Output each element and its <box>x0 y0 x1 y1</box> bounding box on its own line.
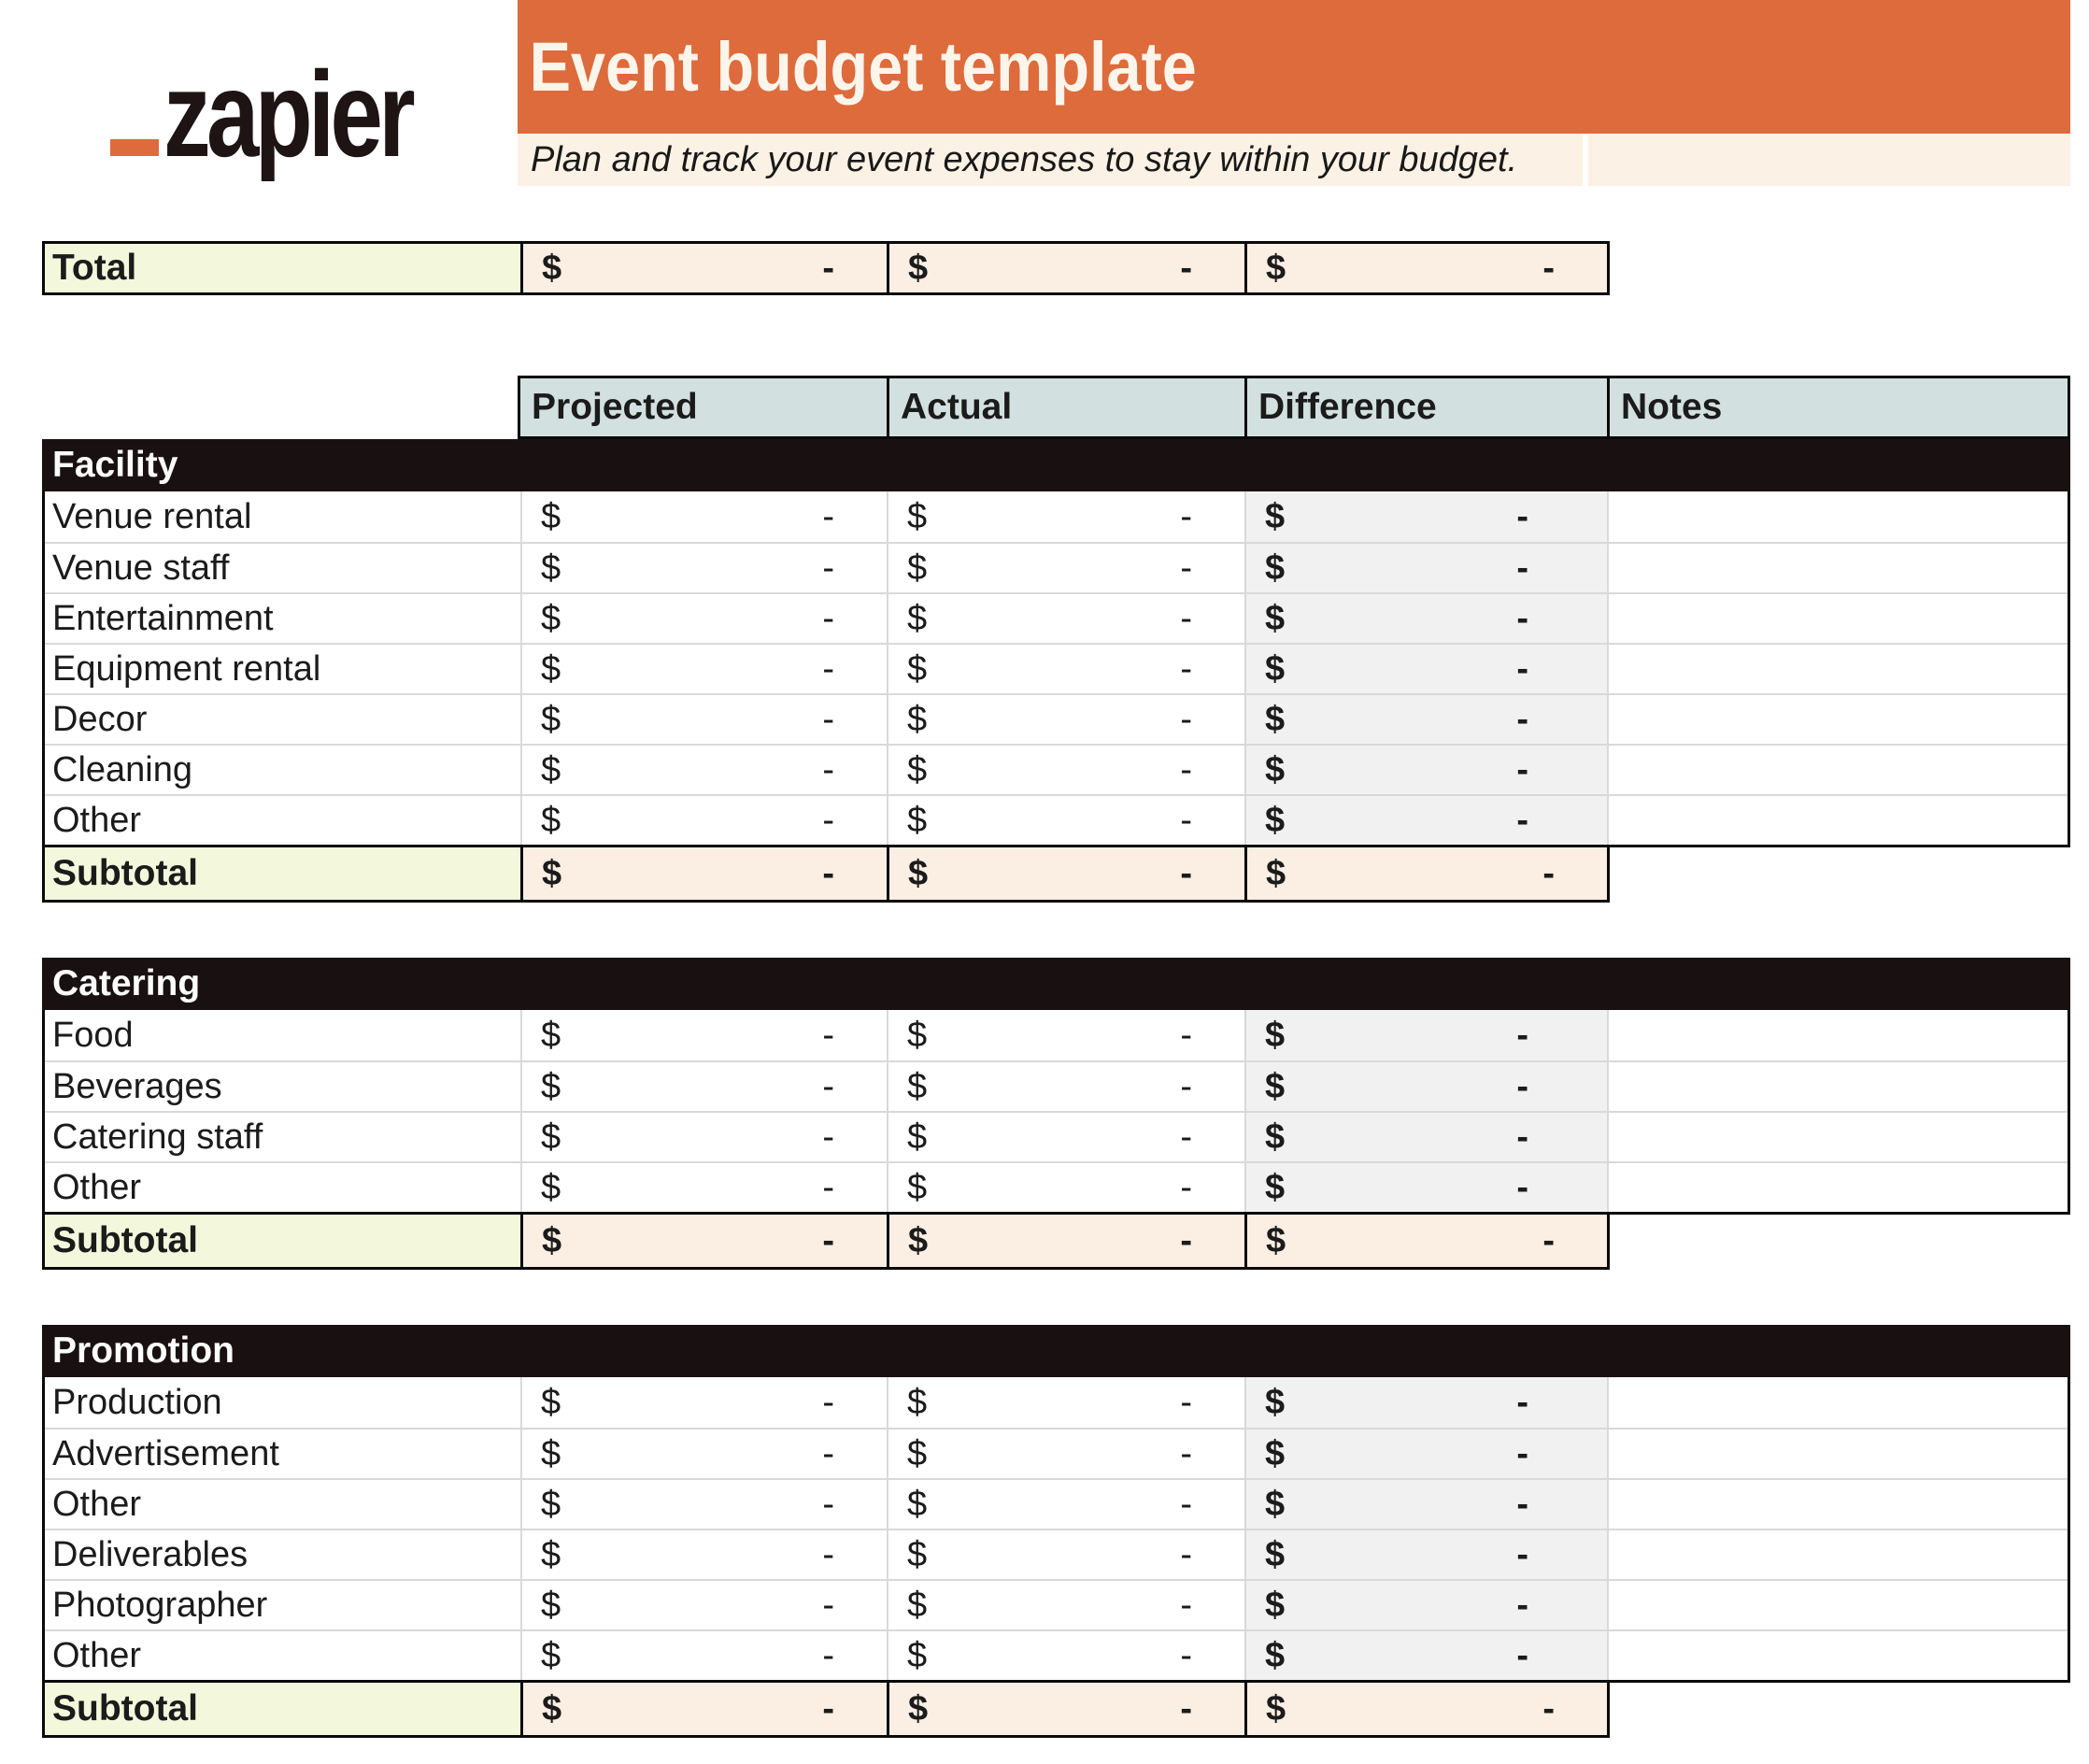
table-row <box>45 1010 2068 1060</box>
currency-symbol: $ <box>1265 598 1286 638</box>
row-label-cell[interactable] <box>45 746 520 794</box>
empty-amount: - <box>822 1433 834 1473</box>
empty-amount: - <box>1516 1066 1528 1106</box>
difference-amount-cell[interactable] <box>1244 746 1607 794</box>
budget-section <box>42 439 2070 903</box>
subtotal-row <box>42 847 1610 903</box>
empty-amount: - <box>1542 853 1555 893</box>
page-title: Event budget template <box>529 28 1197 106</box>
table-row <box>45 592 2068 643</box>
section-title: Promotion <box>52 1330 234 1371</box>
empty-amount: - <box>822 1167 834 1207</box>
currency-symbol: $ <box>1266 248 1286 288</box>
empty-amount: - <box>1180 1484 1192 1524</box>
subtotal-label: Subtotal <box>52 1688 198 1728</box>
row-label: Other <box>52 800 142 840</box>
table-row <box>45 1377 2068 1428</box>
empty-amount: - <box>822 1382 834 1422</box>
empty-amount: - <box>1180 1635 1192 1675</box>
currency-symbol: $ <box>541 699 561 739</box>
difference-amount-cell[interactable] <box>1244 796 1607 845</box>
empty-amount: - <box>822 548 834 588</box>
currency-symbol: $ <box>1265 1635 1286 1675</box>
empty-amount: - <box>1516 496 1528 536</box>
projected-amount-cell[interactable] <box>520 1480 887 1529</box>
logo-text: zapier <box>163 46 411 182</box>
projected-amount-cell[interactable] <box>520 544 887 592</box>
actual-amount-cell[interactable] <box>887 1163 1244 1212</box>
difference-amount-cell[interactable] <box>1244 1163 1607 1212</box>
subtotal-actual-cell[interactable] <box>887 1215 1244 1267</box>
empty-amount: - <box>1180 699 1192 739</box>
currency-symbol: $ <box>1265 1433 1286 1473</box>
difference-amount-cell[interactable] <box>1244 1113 1607 1161</box>
empty-amount: - <box>1180 800 1192 840</box>
section-title: Facility <box>52 445 178 485</box>
currency-symbol: $ <box>541 496 561 536</box>
projected-amount-cell[interactable] <box>520 1377 887 1428</box>
currency-symbol: $ <box>908 853 929 893</box>
currency-symbol: $ <box>907 1167 928 1207</box>
empty-amount: - <box>1516 800 1528 840</box>
empty-amount: - <box>822 853 834 893</box>
actual-amount-cell[interactable] <box>887 1377 1244 1428</box>
logo-underscore-icon <box>110 139 159 156</box>
empty-amount: - <box>1516 1585 1528 1625</box>
row-label-cell[interactable] <box>45 1377 520 1428</box>
row-label-cell[interactable] <box>45 1062 520 1111</box>
page-subtitle: Plan and track your event expenses to stay within your budget. <box>531 139 1518 179</box>
notes-cell[interactable] <box>1607 1430 2068 1478</box>
notes-cell[interactable] <box>1607 695 2068 744</box>
projected-amount-cell[interactable] <box>520 1062 887 1111</box>
notes-cell[interactable] <box>1607 491 2068 542</box>
currency-symbol: $ <box>907 800 928 840</box>
difference-amount-cell[interactable] <box>1244 491 1607 542</box>
empty-amount: - <box>822 800 834 840</box>
row-label: Decor <box>52 699 148 739</box>
budget-section <box>42 1325 2070 1738</box>
empty-amount: - <box>822 1484 834 1524</box>
projected-amount-cell[interactable] <box>520 594 887 643</box>
row-label: Equipment rental <box>52 648 321 689</box>
empty-amount: - <box>1180 1015 1192 1055</box>
empty-amount: - <box>822 248 834 288</box>
column-header-label: Notes <box>1621 387 1723 427</box>
total-label-cell[interactable] <box>45 244 520 292</box>
subtitle-cell-right <box>1588 134 2070 186</box>
subtotal-actual-cell[interactable] <box>887 847 1244 900</box>
subtotal-difference-cell[interactable] <box>1244 1683 1607 1735</box>
notes-cell[interactable] <box>1607 1163 2068 1212</box>
row-label-cell[interactable] <box>45 1631 520 1680</box>
empty-amount: - <box>1516 1433 1528 1473</box>
currency-symbol: $ <box>907 496 928 536</box>
total-projected-cell[interactable] <box>520 244 887 292</box>
empty-amount: - <box>822 1066 834 1106</box>
subtotal-difference-cell[interactable] <box>1244 1215 1607 1267</box>
column-header-difference[interactable] <box>1244 378 1607 436</box>
currency-symbol: $ <box>542 1220 562 1260</box>
row-label-cell[interactable] <box>45 1530 520 1579</box>
subtotal-projected-cell[interactable] <box>520 1215 887 1267</box>
column-header-label: Projected <box>532 387 698 427</box>
subtotal-label-cell[interactable] <box>45 1683 520 1735</box>
subtitle-cell <box>518 134 1583 186</box>
row-label: Production <box>52 1382 222 1422</box>
currency-symbol: $ <box>1265 1484 1286 1524</box>
column-header-actual[interactable] <box>887 378 1244 436</box>
currency-symbol: $ <box>541 1534 561 1574</box>
empty-amount: - <box>1180 496 1192 536</box>
projected-amount-cell[interactable] <box>520 746 887 794</box>
notes-cell[interactable] <box>1607 1480 2068 1529</box>
section-header-bar[interactable] <box>42 439 2070 491</box>
notes-cell[interactable] <box>1607 1631 2068 1680</box>
currency-symbol: $ <box>541 1484 561 1524</box>
currency-symbol: $ <box>542 248 562 288</box>
projected-amount-cell[interactable] <box>520 1113 887 1161</box>
empty-amount: - <box>1516 548 1528 588</box>
difference-amount-cell[interactable] <box>1244 1010 1607 1060</box>
subtotal-actual-cell[interactable] <box>887 1683 1244 1735</box>
table-row <box>45 491 2068 542</box>
currency-symbol: $ <box>541 548 561 588</box>
row-label: Food <box>52 1015 134 1055</box>
notes-cell[interactable] <box>1607 1581 2068 1629</box>
column-header-row <box>518 376 2070 439</box>
title-banner <box>518 0 2070 134</box>
empty-amount: - <box>1516 648 1528 689</box>
currency-symbol: $ <box>1265 1534 1286 1574</box>
difference-amount-cell[interactable] <box>1244 1377 1607 1428</box>
row-label-cell[interactable] <box>45 1010 520 1060</box>
row-label: Other <box>52 1484 142 1524</box>
currency-symbol: $ <box>1266 853 1286 893</box>
section-title: Catering <box>52 963 201 1003</box>
table-row <box>45 643 2068 693</box>
column-header-notes[interactable] <box>1607 378 2068 436</box>
row-label: Venue staff <box>52 548 230 588</box>
currency-symbol: $ <box>541 1066 561 1106</box>
notes-cell[interactable] <box>1607 645 2068 693</box>
empty-amount: - <box>1542 248 1555 288</box>
empty-amount: - <box>1180 1220 1192 1260</box>
row-label: Cleaning <box>52 749 192 790</box>
notes-cell[interactable] <box>1607 1062 2068 1111</box>
table-row <box>45 542 2068 592</box>
currency-symbol: $ <box>907 1635 928 1675</box>
empty-amount: - <box>1516 1635 1528 1675</box>
currency-symbol: $ <box>1265 648 1286 689</box>
table-row <box>45 1478 2068 1529</box>
empty-amount: - <box>822 749 834 790</box>
empty-amount: - <box>1516 1015 1528 1055</box>
column-header-label: Difference <box>1258 387 1437 427</box>
currency-symbol: $ <box>1266 1220 1286 1260</box>
empty-amount: - <box>822 1635 834 1675</box>
currency-symbol: $ <box>1265 800 1286 840</box>
row-label: Deliverables <box>52 1534 249 1574</box>
actual-amount-cell[interactable] <box>887 1062 1244 1111</box>
table-row <box>45 693 2068 744</box>
empty-amount: - <box>1180 248 1192 288</box>
empty-amount: - <box>1180 1585 1192 1625</box>
actual-amount-cell[interactable] <box>887 746 1244 794</box>
currency-symbol: $ <box>1265 1167 1286 1207</box>
currency-symbol: $ <box>1265 749 1286 790</box>
currency-symbol: $ <box>908 248 929 288</box>
empty-amount: - <box>1542 1688 1555 1728</box>
empty-amount: - <box>822 648 834 689</box>
currency-symbol: $ <box>541 1585 561 1625</box>
notes-cell[interactable] <box>1607 1010 2068 1060</box>
total-row <box>42 241 1610 295</box>
subtotal-label: Subtotal <box>52 1220 198 1260</box>
row-label-cell[interactable] <box>45 796 520 845</box>
row-label: Advertisement <box>52 1433 279 1473</box>
column-header-label: Actual <box>901 387 1013 427</box>
row-label: Beverages <box>52 1066 222 1106</box>
row-label-cell[interactable] <box>45 1430 520 1478</box>
section-header-bar[interactable] <box>42 958 2070 1010</box>
empty-amount: - <box>1516 1534 1528 1574</box>
row-label-cell[interactable] <box>45 491 520 542</box>
actual-amount-cell[interactable] <box>887 594 1244 643</box>
currency-symbol: $ <box>541 1635 561 1675</box>
section-header-bar[interactable] <box>42 1325 2070 1377</box>
actual-amount-cell[interactable] <box>887 1430 1244 1478</box>
table-row <box>45 744 2068 794</box>
projected-amount-cell[interactable] <box>520 1530 887 1579</box>
notes-cell[interactable] <box>1607 544 2068 592</box>
empty-amount: - <box>1180 1167 1192 1207</box>
actual-amount-cell[interactable] <box>887 1113 1244 1161</box>
actual-amount-cell[interactable] <box>887 695 1244 744</box>
empty-amount: - <box>822 1534 834 1574</box>
row-label-cell[interactable] <box>45 1113 520 1161</box>
currency-symbol: $ <box>541 598 561 638</box>
row-label-cell[interactable] <box>45 594 520 643</box>
budget-section <box>42 958 2070 1270</box>
difference-amount-cell[interactable] <box>1244 695 1607 744</box>
column-header-projected[interactable] <box>520 378 887 436</box>
empty-amount: - <box>1516 1484 1528 1524</box>
currency-symbol: $ <box>1265 1117 1286 1157</box>
empty-amount: - <box>1542 1220 1555 1260</box>
section-rows <box>42 1377 2070 1683</box>
currency-symbol: $ <box>541 749 561 790</box>
notes-cell[interactable] <box>1607 746 2068 794</box>
empty-amount: - <box>1180 1688 1192 1728</box>
table-row <box>45 794 2068 845</box>
projected-amount-cell[interactable] <box>520 1581 887 1629</box>
actual-amount-cell[interactable] <box>887 1631 1244 1680</box>
currency-symbol: $ <box>541 800 561 840</box>
empty-amount: - <box>1180 1066 1192 1106</box>
subtotal-row <box>42 1215 1610 1270</box>
projected-amount-cell[interactable] <box>520 1010 887 1060</box>
difference-amount-cell[interactable] <box>1244 1631 1607 1680</box>
projected-amount-cell[interactable] <box>520 491 887 542</box>
currency-symbol: $ <box>907 1066 928 1106</box>
empty-amount: - <box>1180 1433 1192 1473</box>
currency-symbol: $ <box>1265 699 1286 739</box>
currency-symbol: $ <box>1265 1015 1286 1055</box>
notes-cell[interactable] <box>1607 1377 2068 1428</box>
currency-symbol: $ <box>1265 1066 1286 1106</box>
empty-amount: - <box>1180 598 1192 638</box>
currency-symbol: $ <box>907 598 928 638</box>
empty-amount: - <box>1180 1117 1192 1157</box>
difference-amount-cell[interactable] <box>1244 1530 1607 1579</box>
difference-amount-cell[interactable] <box>1244 645 1607 693</box>
currency-symbol: $ <box>541 1015 561 1055</box>
currency-symbol: $ <box>907 1484 928 1524</box>
table-row <box>45 1111 2068 1161</box>
difference-amount-cell[interactable] <box>1244 594 1607 643</box>
total-actual-cell[interactable] <box>887 244 1244 292</box>
currency-symbol: $ <box>1265 1585 1286 1625</box>
subtotal-projected-cell[interactable] <box>520 847 887 900</box>
empty-amount: - <box>822 1585 834 1625</box>
currency-symbol: $ <box>908 1688 929 1728</box>
currency-symbol: $ <box>1265 496 1286 536</box>
projected-amount-cell[interactable] <box>520 1631 887 1680</box>
empty-amount: - <box>1516 749 1528 790</box>
currency-symbol: $ <box>541 1167 561 1207</box>
row-label: Catering staff <box>52 1117 263 1157</box>
actual-amount-cell[interactable] <box>887 1530 1244 1579</box>
difference-amount-cell[interactable] <box>1244 544 1607 592</box>
currency-symbol: $ <box>541 1382 561 1422</box>
currency-symbol: $ <box>907 749 928 790</box>
notes-cell[interactable] <box>1607 594 2068 643</box>
currency-symbol: $ <box>907 1382 928 1422</box>
empty-amount: - <box>822 1688 834 1728</box>
actual-amount-cell[interactable] <box>887 544 1244 592</box>
currency-symbol: $ <box>907 1117 928 1157</box>
row-label: Photographer <box>52 1585 268 1625</box>
empty-amount: - <box>822 496 834 536</box>
currency-symbol: $ <box>907 1585 928 1625</box>
empty-amount: - <box>1180 548 1192 588</box>
empty-amount: - <box>822 1220 834 1260</box>
notes-cell[interactable] <box>1607 1113 2068 1161</box>
subtotal-row <box>42 1683 1610 1738</box>
empty-amount: - <box>1180 1534 1192 1574</box>
projected-amount-cell[interactable] <box>520 1430 887 1478</box>
subtotal-difference-cell[interactable] <box>1244 847 1607 900</box>
difference-amount-cell[interactable] <box>1244 1480 1607 1529</box>
empty-amount: - <box>1180 749 1192 790</box>
empty-amount: - <box>1516 699 1528 739</box>
projected-amount-cell[interactable] <box>520 1163 887 1212</box>
difference-amount-cell[interactable] <box>1244 1430 1607 1478</box>
empty-amount: - <box>1516 598 1528 638</box>
actual-amount-cell[interactable] <box>887 1581 1244 1629</box>
section-rows <box>42 491 2070 847</box>
row-label-cell[interactable] <box>45 1163 520 1212</box>
actual-amount-cell[interactable] <box>887 1480 1244 1529</box>
currency-symbol: $ <box>1266 1688 1286 1728</box>
currency-symbol: $ <box>907 548 928 588</box>
currency-symbol: $ <box>1265 548 1286 588</box>
currency-symbol: $ <box>542 853 562 893</box>
row-label-cell[interactable] <box>45 544 520 592</box>
empty-amount: - <box>822 1117 834 1157</box>
row-label: Other <box>52 1635 142 1675</box>
empty-amount: - <box>1516 1382 1528 1422</box>
row-label-cell[interactable] <box>45 1480 520 1529</box>
row-label: Other <box>52 1167 142 1207</box>
subtotal-projected-cell[interactable] <box>520 1683 887 1735</box>
empty-amount: - <box>1516 1167 1528 1207</box>
projected-amount-cell[interactable] <box>520 645 887 693</box>
empty-amount: - <box>822 699 834 739</box>
table-row <box>45 1529 2068 1579</box>
currency-symbol: $ <box>907 699 928 739</box>
notes-cell[interactable] <box>1607 796 2068 845</box>
currency-symbol: $ <box>907 648 928 689</box>
currency-symbol: $ <box>908 1220 929 1260</box>
row-label-cell[interactable] <box>45 1581 520 1629</box>
projected-amount-cell[interactable] <box>520 695 887 744</box>
table-row <box>45 1629 2068 1680</box>
section-rows <box>42 1010 2070 1215</box>
row-label-cell[interactable] <box>45 695 520 744</box>
currency-symbol: $ <box>907 1534 928 1574</box>
empty-amount: - <box>822 1015 834 1055</box>
difference-amount-cell[interactable] <box>1244 1062 1607 1111</box>
total-label: Total <box>52 248 137 288</box>
table-row <box>45 1428 2068 1478</box>
difference-amount-cell[interactable] <box>1244 1581 1607 1629</box>
currency-symbol: $ <box>907 1433 928 1473</box>
actual-amount-cell[interactable] <box>887 796 1244 845</box>
empty-amount: - <box>1180 648 1192 689</box>
row-label: Venue rental <box>52 496 252 536</box>
actual-amount-cell[interactable] <box>887 1010 1244 1060</box>
subtotal-label: Subtotal <box>52 853 198 893</box>
zapier-logo <box>110 46 481 182</box>
empty-amount: - <box>1180 1382 1192 1422</box>
currency-symbol: $ <box>542 1688 562 1728</box>
empty-amount: - <box>822 598 834 638</box>
currency-symbol: $ <box>1265 1382 1286 1422</box>
currency-symbol: $ <box>541 1117 561 1157</box>
currency-symbol: $ <box>907 1015 928 1055</box>
row-label-cell[interactable] <box>45 645 520 693</box>
currency-symbol: $ <box>541 1433 561 1473</box>
table-row <box>45 1161 2068 1212</box>
currency-symbol: $ <box>541 648 561 689</box>
row-label: Entertainment <box>52 598 274 638</box>
empty-amount: - <box>1180 853 1192 893</box>
projected-amount-cell[interactable] <box>520 796 887 845</box>
subtotal-label-cell[interactable] <box>45 847 520 900</box>
empty-amount: - <box>1516 1117 1528 1157</box>
table-row <box>45 1579 2068 1629</box>
table-row <box>45 1060 2068 1111</box>
actual-amount-cell[interactable] <box>887 491 1244 542</box>
sections-container <box>42 439 2070 1738</box>
actual-amount-cell[interactable] <box>887 645 1244 693</box>
notes-cell[interactable] <box>1607 1530 2068 1579</box>
subtotal-label-cell[interactable] <box>45 1215 520 1267</box>
total-difference-cell[interactable] <box>1244 244 1607 292</box>
